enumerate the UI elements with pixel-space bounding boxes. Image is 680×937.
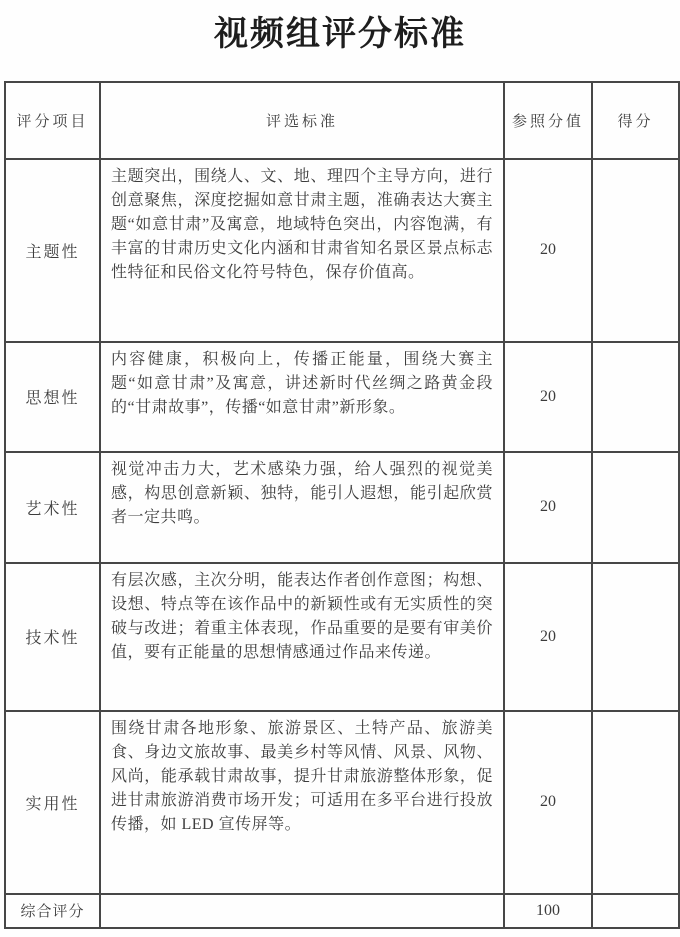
item-label: 实用性 [5,711,100,894]
header-reference-score: 参照分值 [504,82,592,159]
table-row-practicality [5,711,679,894]
page-title: 视频组评分标准 [214,15,466,53]
earned-score-cell [592,563,679,711]
item-label: 思想性 [5,342,100,452]
criteria-text: 有层次感，主次分明，能表达作者创作意图；构想、设想、特点等在该作品中的新颖性或有无实质性的突破与改进；着重主体表现，作品重要的是要有审美价值，要有正能量的思想情感通过作品来传递。 [100,563,504,711]
reference-score: 20 [504,563,592,711]
table-row-technique [5,563,679,711]
item-label: 主题性 [5,159,100,342]
earned-score-cell [592,342,679,452]
criteria-text: 主题突出，围绕人、文、地、理四个主导方向，进行创意聚焦，深度挖掘如意甘肃主题，准确表达大赛主题“如意甘肃”及寓意，地域特色突出，内容饱满，有丰富的甘肃历史文化内涵和甘肃省知名景区景点标志性特征和民俗文化符号特色，保存价值高。 [100,159,504,342]
item-label: 技术性 [5,563,100,711]
reference-score: 20 [504,452,592,563]
table-row-theme [5,159,679,342]
total-score-label: 综合评分 [5,894,100,928]
reference-score: 20 [504,711,592,894]
reference-score: 20 [504,342,592,452]
criteria-text: 围绕甘肃各地形象、旅游景区、土特产品、旅游美食、身边文旅故事、最美乡村等风情、风景、风物、风尚，能承载甘肃故事，提升甘肃旅游整体形象，促进甘肃旅游消费市场开发；可适用在多平台进行投放传播，如 LED 宣传屏等。 [100,711,504,894]
reference-score: 20 [504,159,592,342]
item-label: 艺术性 [5,452,100,563]
header-scoring-item: 评分项目 [5,82,100,159]
table-header-row [5,82,679,159]
table-row-total [5,894,679,928]
earned-score-cell [592,894,679,928]
criteria-text: 内容健康，积极向上，传播正能量，围绕大赛主题“如意甘肃”及寓意，讲述新时代丝绸之路黄金段的“甘肃故事”，传播“如意甘肃”新形象。 [100,342,504,452]
table-row-artistry [5,452,679,563]
criteria-text: 视觉冲击力大，艺术感染力强，给人强烈的视觉美感，构思创意新颖、独特，能引人遐想，能引起欣赏者一定共鸣。 [100,452,504,563]
criteria-text [100,894,504,928]
header-selection-criteria: 评选标准 [100,82,504,159]
earned-score-cell [592,159,679,342]
reference-score: 100 [504,894,592,928]
scoring-table [4,81,680,929]
header-earned-score: 得分 [592,82,679,159]
earned-score-cell [592,452,679,563]
earned-score-cell [592,711,679,894]
table-row-ideology [5,342,679,452]
